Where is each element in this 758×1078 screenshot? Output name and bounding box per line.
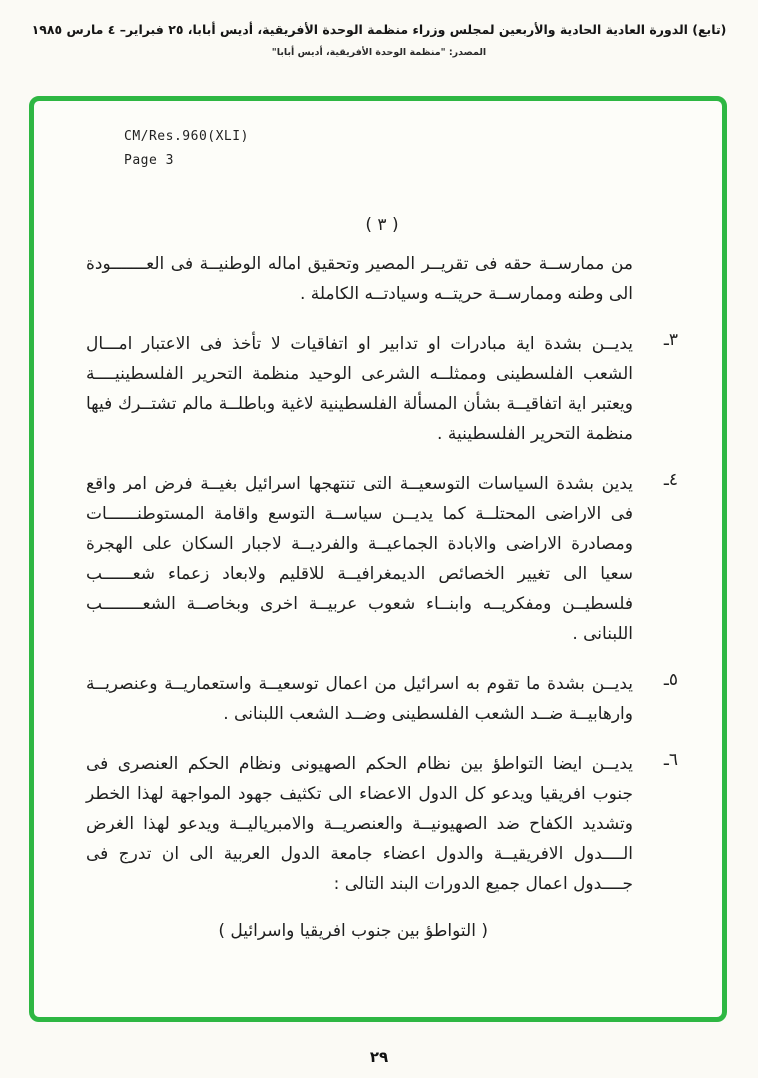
intro-paragraph: من ممارســة حقه فى تقريــر المصير وتحقيق اماله الوطنيــة فى العـــــــودة الى وطنه وممارســة حريتــه وسيادتــه الكاملة . [86,254,633,305]
paragraph-text: يديــن ايضا التواطؤ بين نظام الحكم الصهيونى ونظام الحكم العنصرى فى جنوب افريقيا ويدعو كل الدول الاعضاء الى تكثيف جهود المواجهة لهذا الخطر وتشديد الكفاح ضد الصهيونيــة والعنصريــة والامبرياليــة ويدعو لهذا الغرض الــــدول الافريقيــة والدول اعضاء جامعة الدول العربية الى ان تدرج فى جــــدول اعمال جميع الدورات البند التالى : [86,754,633,895]
doc-reference-block [124,125,678,173]
agenda-item-clause: ( التواطؤ بين جنوب افريقيا واسرائيل ) [218,921,488,942]
resolution-paragraph [86,469,678,649]
resolution-paragraph [86,329,678,449]
paragraph-number: ٤ـ [663,470,678,491]
page-number: ٢٩ [369,1048,389,1066]
resolution-paragraph [86,669,678,729]
doc-reference: CM/Res.960(XLI) [124,129,249,144]
paragraph-number: ٣ـ [663,330,678,351]
session-header: (تابع) الدورة العادية الحادية والأربعين لمجلس وزراء منظمة الوحدة الأفريقية، أديس أبابا، ٢٥ فبراير– ٤ مارس ١٩٨٥ [31,22,727,37]
paragraph-text: يديــن بشدة اية مبادرات او تدابير او اتفاقيات لا تأخذ فى الاعتبار امـــال الشعب الفلسطينى وممثلــه الشرعى الوحيد منظمة التحرير الفلسطينيــــة ويعتبر اية اتفاقيــة بشأن المسألة الفلسطينية لاغية وباطلــة مالم تشتــرك فيها منظمة التحرير الفلسطينية . [86,334,633,445]
resolution-paragraph [86,749,678,899]
paragraph-number: ٥ـ [663,670,678,691]
source-caption: المصدر: "منظمة الوحدة الأفريقية، أديس أبابا" [271,47,487,58]
paragraph-number: ٦ـ [663,750,678,771]
doc-page-label: Page 3 [124,153,174,169]
document-frame [29,96,727,1022]
paragraph-text: يديــن بشدة ما تقوم به اسرائيل من اعمال توسعيــة واستعماريــة وعنصريــة وارهابيــة ضــد الشعب الفلسطينى وضــد الشعب اللبنانى . [86,674,633,725]
section-number: ( ٣ ) [365,215,399,236]
paragraph-text: يدين بشدة السياسات التوسعيــة التى تنتهجها اسرائيل بغيــة فرض امر واقع فى الاراضى المحتلــة كما يديــن سياســة التوسع واقامة المستوطنــــــات ومصادرة الاراضى والابادة الجماعيــة والفرديــة لاجبار السكان على الهجرة سعيا الى تغيير الخصائص الديمغرافيــة للاقليم ولابعاد زعماء شعــــــب فلسطيــن ومفكريــه وابنــاء شعوب عربيــة اخرى وبخاصــة الشعــــــــب اللبنانى . [86,474,633,645]
